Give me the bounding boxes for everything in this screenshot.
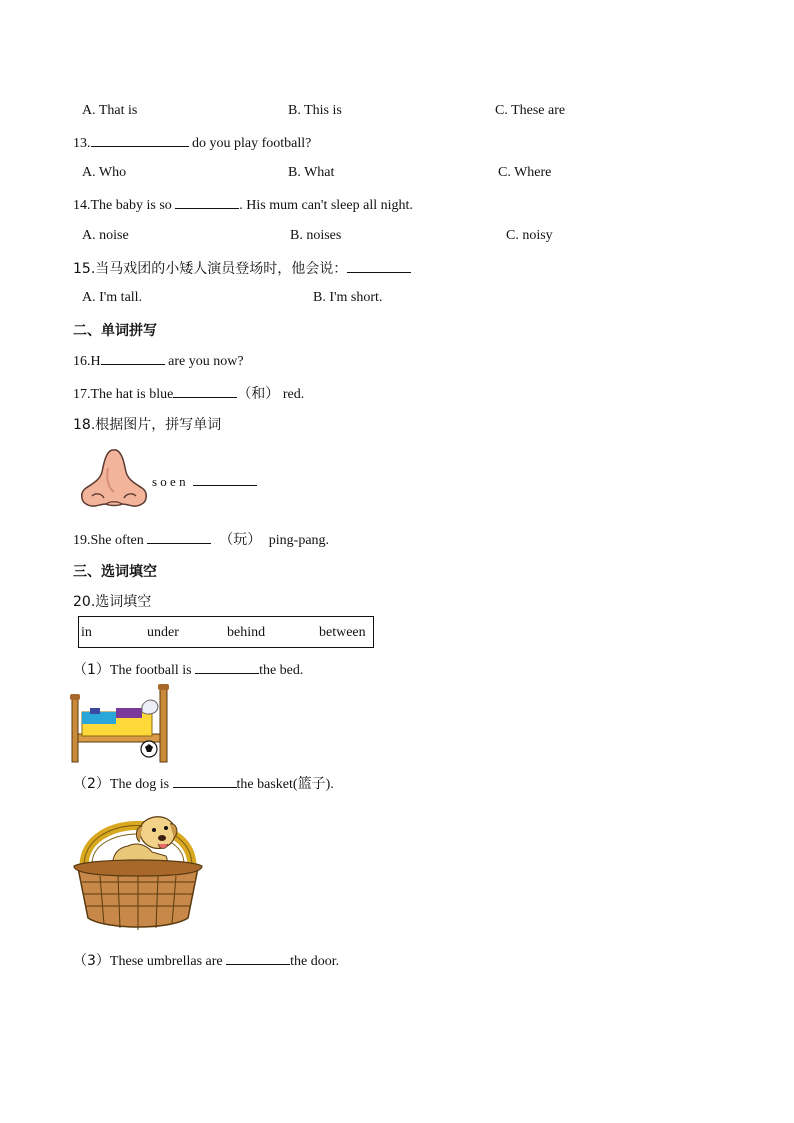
question-13 <box>73 134 311 152</box>
word-bank-item: in <box>81 625 92 640</box>
sub-text-start: The dog is <box>109 777 173 792</box>
question-16 <box>73 352 244 370</box>
q13-option-b: B. What <box>288 165 335 180</box>
answer-blank[interactable] <box>173 775 237 788</box>
q14-option-a: A. noise <box>82 228 129 243</box>
q15-text: 15.当马戏团的小矮人演员登场时，他会说： <box>73 261 348 277</box>
nose-image <box>78 448 150 510</box>
q19-text-end: ping-pang. <box>265 533 330 548</box>
answer-blank[interactable] <box>173 385 237 398</box>
q13-text: do you play football? <box>188 136 312 151</box>
q17-text-start: 17.The hat is blue <box>73 387 174 402</box>
q14-text-start: 14.The baby is so <box>73 198 176 213</box>
answer-blank[interactable] <box>193 473 257 486</box>
question-20-title: 20.选词填空 <box>73 594 152 610</box>
q12-option-a: A. That is <box>82 103 138 118</box>
question-19 <box>73 529 329 549</box>
sub-text-start: The football is <box>109 663 196 678</box>
sub-text-mid: the basket( <box>236 777 298 792</box>
section-title-fill-words: 三、选词填空 <box>73 564 157 580</box>
sub-number: （2） <box>73 776 110 792</box>
answer-blank[interactable] <box>101 352 165 365</box>
answer-blank[interactable] <box>226 952 290 965</box>
question-18: 18.根据图片，拼写单词 <box>73 417 222 433</box>
q18-scrambled-letters: s o e n <box>152 474 186 489</box>
q14-option-c: C. noisy <box>506 228 553 243</box>
sub-text-end: the door. <box>290 954 340 969</box>
answer-blank[interactable] <box>147 531 211 544</box>
bed-with-football-image <box>70 684 170 764</box>
sub-text-end: the bed. <box>259 663 304 678</box>
section-title-spelling: 二、单词拼写 <box>73 323 157 339</box>
q15-option-a: A. I'm tall. <box>82 290 143 305</box>
word-bank-item: between <box>319 625 366 640</box>
question-14 <box>73 196 413 214</box>
answer-blank[interactable] <box>175 196 239 209</box>
q15-option-b: B. I'm short. <box>313 290 383 305</box>
sub-number: （3） <box>73 953 110 969</box>
dog-in-basket-image <box>70 802 206 934</box>
q19-hint: （玩） <box>219 532 262 548</box>
q12-option-b: B. This is <box>288 103 342 118</box>
q16-text-end: are you now? <box>164 354 244 369</box>
q17-text-end: red. <box>279 387 305 402</box>
q13-option-a: A. Who <box>82 165 127 180</box>
q12-option-c: C. These are <box>495 103 566 118</box>
answer-blank[interactable] <box>195 661 259 674</box>
q20-sub-1 <box>73 659 303 679</box>
sub-text-start: These umbrellas are <box>109 954 227 969</box>
word-bank-item: under <box>147 625 179 640</box>
sub-number: （1） <box>73 662 110 678</box>
q13-number: 13. <box>73 136 91 151</box>
question-17 <box>73 383 304 403</box>
q19-text-start: 19.She often <box>73 533 148 548</box>
word-bank-box <box>78 616 374 648</box>
sub-text-end: ). <box>325 777 334 792</box>
q14-option-b: B. noises <box>290 228 342 243</box>
answer-blank[interactable] <box>91 134 189 147</box>
q20-sub-3 <box>73 950 339 970</box>
q17-hint: （和） <box>237 386 280 402</box>
q14-text-end: . His mum can't sleep all night. <box>239 198 413 213</box>
q18-letters-row <box>152 473 257 490</box>
question-15 <box>73 258 411 278</box>
answer-blank[interactable] <box>347 260 411 273</box>
sub-text-chinese: 篮子 <box>297 776 326 792</box>
word-bank-item: behind <box>227 625 266 640</box>
q20-sub-2 <box>73 773 334 793</box>
q16-text-start: 16.H <box>73 354 101 369</box>
q13-option-c: C. Where <box>498 165 552 180</box>
